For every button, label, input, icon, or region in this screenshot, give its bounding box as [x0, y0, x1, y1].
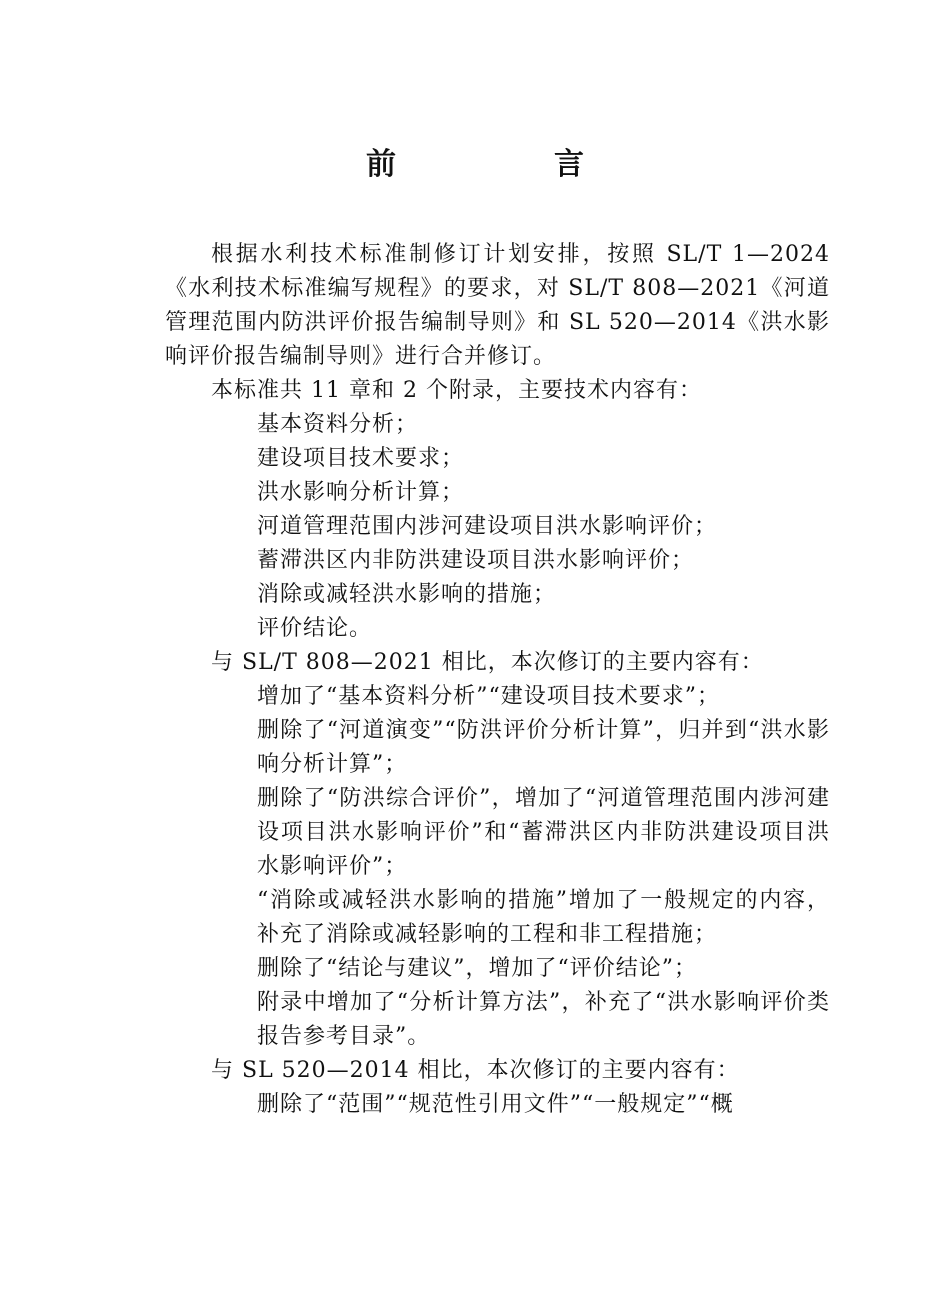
comparison-1-item: “消除或减轻洪水影响的措施”增加了一般规定的内容，补充了消除或减轻影响的工程和非工程措施； — [257, 888, 830, 947]
comparison-1-item: 删除了“结论与建议”，增加了“评价结论”； — [257, 956, 697, 981]
foreword-body — [165, 238, 830, 1122]
page-title: 前 言 — [366, 147, 648, 182]
scope-item: 评价结论。 — [257, 616, 373, 641]
scope-item: 基本资料分析； — [257, 412, 419, 437]
comparison-2-item: 删除了“范围”“规范性引用文件”“一般规定”“概 — [257, 1092, 734, 1117]
comparison-1-item: 附录中增加了“分析计算方法”，补充了“洪水影响评价类报告参考目录”。 — [257, 990, 830, 1049]
scope-item: 消除或减轻洪水影响的措施； — [257, 582, 557, 607]
scope-item: 河道管理范围内涉河建设项目洪水影响评价； — [257, 514, 718, 539]
intro-paragraph: 根据水利技术标准制修订计划安排，按照 SL/T 1—2024《水利技术标准编写规程》的要求，对 SL/T 808—2021《河道管理范围内防洪评价报告编制导则》和 SL 520—2014《洪水影响评价报告编制导则》进行合并修订。 — [165, 242, 830, 369]
scope-item: 蓄滞洪区内非防洪建设项目洪水影响评价； — [257, 548, 695, 573]
comparison-1-lead: 与 SL/T 808—2021 相比，本次修订的主要内容有： — [211, 650, 764, 675]
comparison-1-item: 删除了“河道演变”“防洪评价分析计算”，归并到“洪水影响分析计算”； — [257, 718, 830, 777]
scope-item: 建设项目技术要求； — [257, 446, 465, 471]
comparison-2-lead: 与 SL 520—2014 相比，本次修订的主要内容有： — [211, 1058, 740, 1083]
comparison-1-item: 删除了“防洪综合评价”，增加了“河道管理范围内涉河建设项目洪水影响评价”和“蓄滞洪区内非防洪建设项目洪水影响评价”； — [257, 786, 830, 879]
scope-lead: 本标准共 11 章和 2 个附录，主要技术内容有： — [211, 378, 702, 403]
scope-item: 洪水影响分析计算； — [257, 480, 465, 505]
comparison-1-item: 增加了“基本资料分析”“建设项目技术要求”； — [257, 684, 720, 709]
